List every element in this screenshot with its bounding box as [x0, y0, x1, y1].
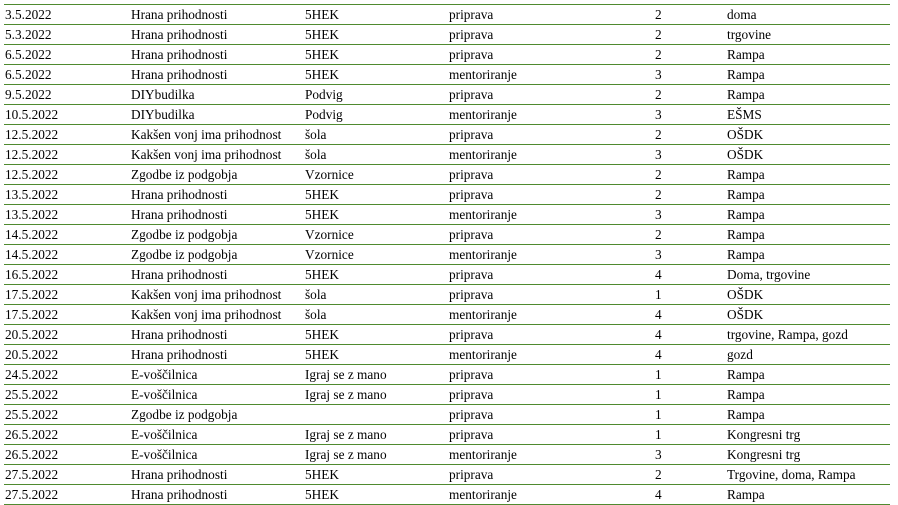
partner-cell: Podvig [304, 85, 448, 105]
date-cell: 9.5.2022 [4, 85, 130, 105]
hours-cell: 3 [654, 245, 726, 265]
type-cell: mentoriranje [448, 445, 654, 465]
type-cell: priprava [448, 225, 654, 245]
activity-log-body [4, 5, 890, 505]
type-cell: priprava [448, 385, 654, 405]
date-cell: 25.5.2022 [4, 385, 130, 405]
activity-cell: Zgodbe iz podgobja [130, 165, 304, 185]
partner-cell: 5HEK [304, 465, 448, 485]
type-cell: mentoriranje [448, 205, 654, 225]
partner-cell: 5HEK [304, 325, 448, 345]
date-cell: 27.5.2022 [4, 465, 130, 485]
partner-cell: Igraj se z mano [304, 425, 448, 445]
location-cell: Rampa [726, 65, 890, 85]
table-row [4, 365, 890, 385]
type-cell: priprava [448, 5, 654, 25]
hours-cell: 1 [654, 385, 726, 405]
location-cell: Trgovine, doma, Rampa [726, 465, 890, 485]
table-row [4, 245, 890, 265]
partner-cell: 5HEK [304, 205, 448, 225]
type-cell: mentoriranje [448, 345, 654, 365]
location-cell: Rampa [726, 405, 890, 425]
date-cell: 6.5.2022 [4, 65, 130, 85]
table-row [4, 205, 890, 225]
partner-cell: 5HEK [304, 485, 448, 505]
hours-cell: 4 [654, 485, 726, 505]
hours-cell: 3 [654, 205, 726, 225]
activity-cell: Hrana prihodnosti [130, 205, 304, 225]
table-row [4, 25, 890, 45]
activity-cell: Zgodbe iz podgobja [130, 245, 304, 265]
location-cell: OŠDK [726, 125, 890, 145]
hours-cell: 2 [654, 85, 726, 105]
type-cell: priprava [448, 25, 654, 45]
table-row [4, 5, 890, 25]
partner-cell: 5HEK [304, 345, 448, 365]
date-cell: 14.5.2022 [4, 225, 130, 245]
location-cell: Rampa [726, 245, 890, 265]
date-cell: 3.5.2022 [4, 5, 130, 25]
type-cell: priprava [448, 185, 654, 205]
activity-cell: Hrana prihodnosti [130, 45, 304, 65]
activity-cell: Hrana prihodnosti [130, 465, 304, 485]
type-cell: mentoriranje [448, 245, 654, 265]
location-cell: Rampa [726, 165, 890, 185]
partner-cell: 5HEK [304, 185, 448, 205]
partner-cell: Vzornice [304, 165, 448, 185]
type-cell: priprava [448, 425, 654, 445]
activity-cell: Hrana prihodnosti [130, 65, 304, 85]
location-cell: Rampa [726, 385, 890, 405]
date-cell: 26.5.2022 [4, 425, 130, 445]
activity-cell: Kakšen vonj ima prihodnost [130, 285, 304, 305]
hours-cell: 2 [654, 125, 726, 145]
hours-cell: 1 [654, 365, 726, 385]
activity-cell: DIYbudilka [130, 105, 304, 125]
table-row [4, 285, 890, 305]
partner-cell [304, 405, 448, 425]
location-cell: Rampa [726, 85, 890, 105]
hours-cell: 1 [654, 405, 726, 425]
activity-cell: Hrana prihodnosti [130, 325, 304, 345]
date-cell: 6.5.2022 [4, 45, 130, 65]
hours-cell: 3 [654, 445, 726, 465]
table-row [4, 325, 890, 345]
date-cell: 13.5.2022 [4, 205, 130, 225]
type-cell: priprava [448, 465, 654, 485]
type-cell: mentoriranje [448, 145, 654, 165]
location-cell: Kongresni trg [726, 425, 890, 445]
partner-cell: Podvig [304, 105, 448, 125]
partner-cell: Vzornice [304, 225, 448, 245]
hours-cell: 4 [654, 345, 726, 365]
location-cell: trgovine, Rampa, gozd [726, 325, 890, 345]
date-cell: 26.5.2022 [4, 445, 130, 465]
hours-cell: 4 [654, 325, 726, 345]
activity-cell: Hrana prihodnosti [130, 5, 304, 25]
location-cell: OŠDK [726, 305, 890, 325]
type-cell: priprava [448, 405, 654, 425]
type-cell: priprava [448, 265, 654, 285]
hours-cell: 3 [654, 105, 726, 125]
location-cell: Kongresni trg [726, 445, 890, 465]
partner-cell: 5HEK [304, 25, 448, 45]
partner-cell: 5HEK [304, 265, 448, 285]
hours-cell: 2 [654, 5, 726, 25]
hours-cell: 2 [654, 25, 726, 45]
location-cell: trgovine [726, 25, 890, 45]
type-cell: priprava [448, 365, 654, 385]
hours-cell: 1 [654, 285, 726, 305]
partner-cell: 5HEK [304, 65, 448, 85]
table-row [4, 445, 890, 465]
date-cell: 27.5.2022 [4, 485, 130, 505]
table-row [4, 45, 890, 65]
date-cell: 24.5.2022 [4, 365, 130, 385]
table-row [4, 385, 890, 405]
partner-cell: Igraj se z mano [304, 385, 448, 405]
hours-cell: 3 [654, 145, 726, 165]
location-cell: OŠDK [726, 145, 890, 165]
partner-cell: šola [304, 145, 448, 165]
table-row [4, 345, 890, 365]
type-cell: priprava [448, 325, 654, 345]
activity-cell: Zgodbe iz podgobja [130, 405, 304, 425]
date-cell: 20.5.2022 [4, 345, 130, 365]
location-cell: Rampa [726, 205, 890, 225]
table-row [4, 65, 890, 85]
activity-cell: E-voščilnica [130, 445, 304, 465]
table-row [4, 465, 890, 485]
location-cell: Rampa [726, 365, 890, 385]
location-cell: Rampa [726, 185, 890, 205]
date-cell: 13.5.2022 [4, 185, 130, 205]
table-row [4, 225, 890, 245]
date-cell: 17.5.2022 [4, 285, 130, 305]
partner-cell: Vzornice [304, 245, 448, 265]
date-cell: 20.5.2022 [4, 325, 130, 345]
type-cell: priprava [448, 125, 654, 145]
table-row [4, 305, 890, 325]
activity-cell: E-voščilnica [130, 385, 304, 405]
date-cell: 17.5.2022 [4, 305, 130, 325]
location-cell: gozd [726, 345, 890, 365]
date-cell: 12.5.2022 [4, 145, 130, 165]
location-cell: Rampa [726, 485, 890, 505]
hours-cell: 3 [654, 65, 726, 85]
table-row [4, 145, 890, 165]
date-cell: 25.5.2022 [4, 405, 130, 425]
location-cell: doma [726, 5, 890, 25]
activity-cell: E-voščilnica [130, 365, 304, 385]
partner-cell: Igraj se z mano [304, 445, 448, 465]
table-row [4, 125, 890, 145]
partner-cell: 5HEK [304, 5, 448, 25]
type-cell: priprava [448, 165, 654, 185]
activity-cell: Hrana prihodnosti [130, 485, 304, 505]
activity-cell: Hrana prihodnosti [130, 185, 304, 205]
activity-cell: Kakšen vonj ima prihodnost [130, 305, 304, 325]
partner-cell: šola [304, 125, 448, 145]
partner-cell: Igraj se z mano [304, 365, 448, 385]
location-cell: Doma, trgovine [726, 265, 890, 285]
date-cell: 12.5.2022 [4, 125, 130, 145]
partner-cell: šola [304, 305, 448, 325]
hours-cell: 2 [654, 45, 726, 65]
date-cell: 10.5.2022 [4, 105, 130, 125]
location-cell: OŠDK [726, 285, 890, 305]
hours-cell: 4 [654, 305, 726, 325]
activity-cell: DIYbudilka [130, 85, 304, 105]
table-row [4, 265, 890, 285]
type-cell: mentoriranje [448, 65, 654, 85]
table-row [4, 185, 890, 205]
hours-cell: 2 [654, 165, 726, 185]
type-cell: priprava [448, 45, 654, 65]
type-cell: mentoriranje [448, 485, 654, 505]
table-row [4, 165, 890, 185]
activity-cell: Zgodbe iz podgobja [130, 225, 304, 245]
hours-cell: 2 [654, 465, 726, 485]
type-cell: priprava [448, 85, 654, 105]
hours-cell: 2 [654, 225, 726, 245]
location-cell: EŠMS [726, 105, 890, 125]
table-row [4, 425, 890, 445]
location-cell: Rampa [726, 225, 890, 245]
date-cell: 16.5.2022 [4, 265, 130, 285]
table-row [4, 405, 890, 425]
table-row [4, 485, 890, 505]
hours-cell: 4 [654, 265, 726, 285]
activity-cell: Kakšen vonj ima prihodnost [130, 145, 304, 165]
hours-cell: 1 [654, 425, 726, 445]
partner-cell: šola [304, 285, 448, 305]
type-cell: mentoriranje [448, 105, 654, 125]
table-row [4, 105, 890, 125]
activity-cell: Hrana prihodnosti [130, 265, 304, 285]
activity-cell: Kakšen vonj ima prihodnost [130, 125, 304, 145]
type-cell: mentoriranje [448, 305, 654, 325]
activity-cell: E-voščilnica [130, 425, 304, 445]
activity-log-table [4, 4, 890, 505]
activity-cell: Hrana prihodnosti [130, 25, 304, 45]
partner-cell: 5HEK [304, 45, 448, 65]
location-cell: Rampa [726, 45, 890, 65]
date-cell: 14.5.2022 [4, 245, 130, 265]
date-cell: 5.3.2022 [4, 25, 130, 45]
table-row [4, 85, 890, 105]
hours-cell: 2 [654, 185, 726, 205]
type-cell: priprava [448, 285, 654, 305]
date-cell: 12.5.2022 [4, 165, 130, 185]
activity-cell: Hrana prihodnosti [130, 345, 304, 365]
